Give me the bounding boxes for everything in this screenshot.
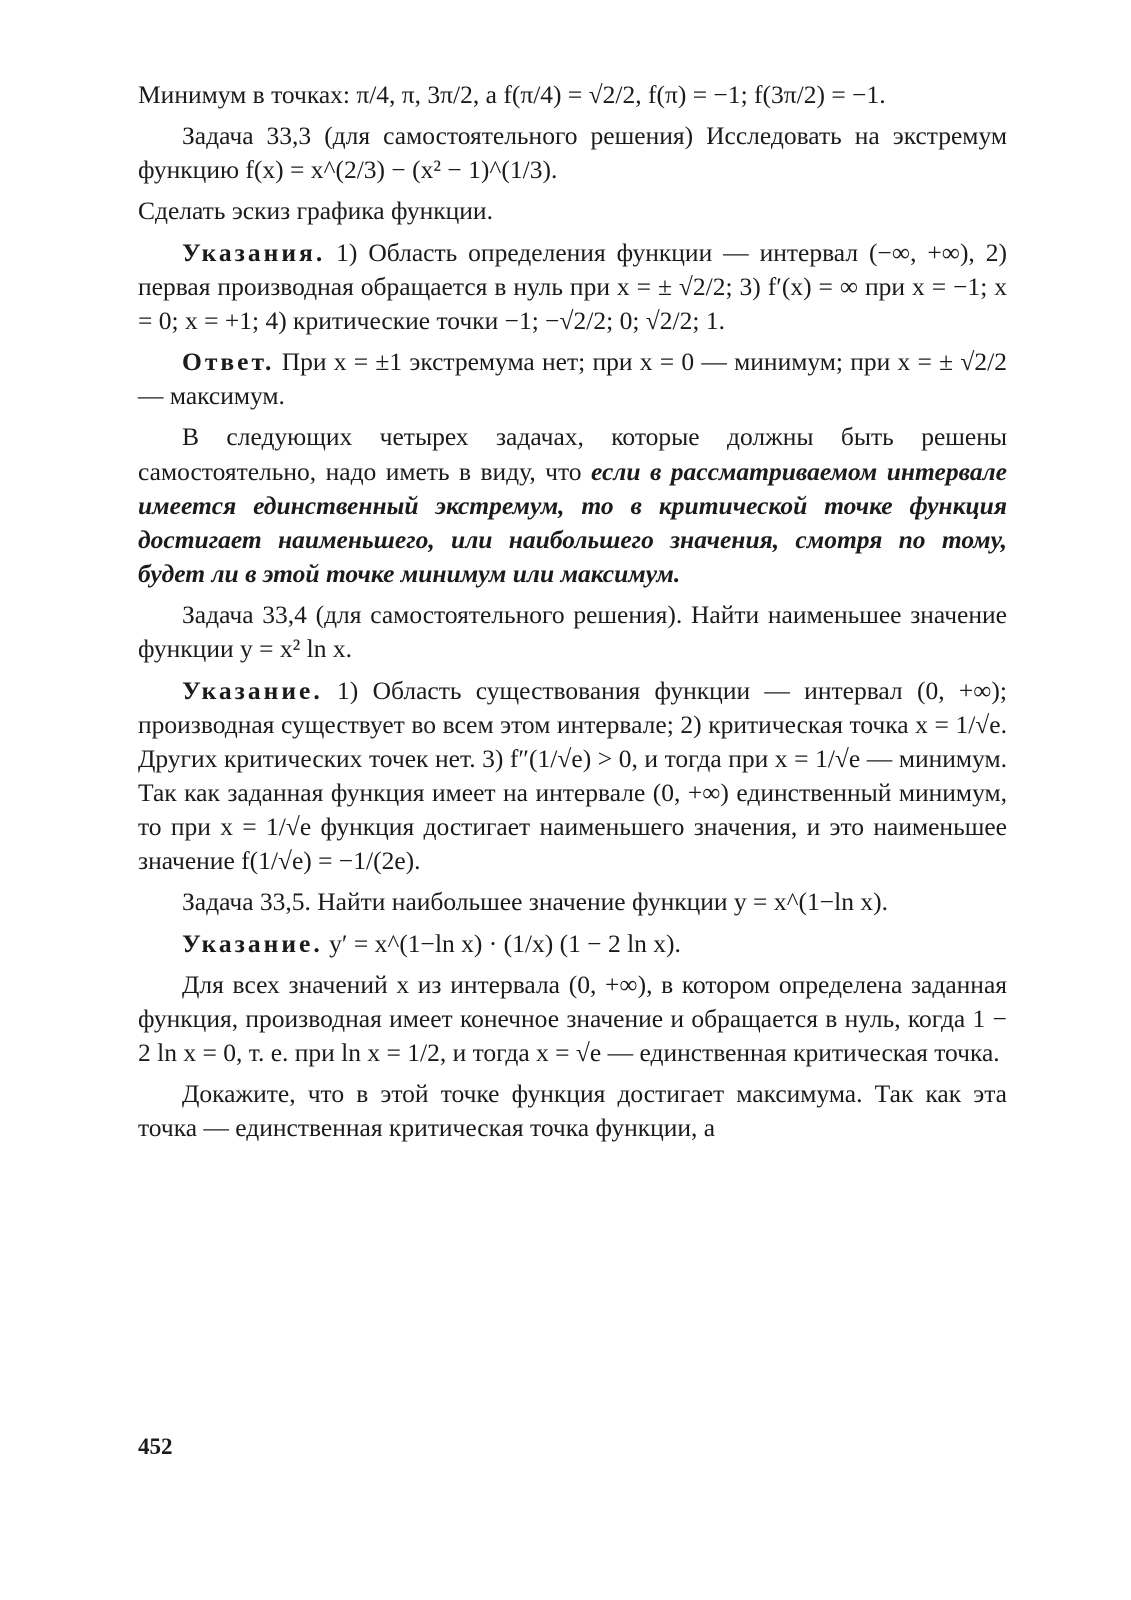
prove-paragraph: Докажите, что в этой точке функция достигает максимума. Так как эта точка — единственная критическая точка функции, а [138,1079,1007,1143]
hint-label-2: Указание. [182,928,323,958]
task-33-3-paragraph: Задача 33,3 (для самостоятельного решения) Исследовать на экстремум функцию f(x) = x^(2/3) − (x² − 1)^(1/3). [138,121,1007,185]
min-points-paragraph: Минимум в точках: π/4, π, 3π/2, а f(π/4) = √2/2, f(π) = −1; f(3π/2) = −1. [138,80,886,109]
answer-label: Ответ. [182,347,275,377]
hint-33-4-paragraph [138,674,1007,879]
hints-33-3-paragraph [138,236,1007,338]
task-33-5-paragraph: Задача 33,5. Найти наибольшее значение функции y = x^(1−ln x). [182,887,888,917]
answer-33-3-paragraph [138,345,1007,413]
hints-label: Указания. [182,237,326,267]
hint-33-5-text: y′ = x^(1−ln x) · (1/x) (1 − 2 ln x). [322,928,681,958]
page-number: 452 [138,1434,173,1459]
task-33-4-paragraph: Задача 33,4 (для самостоятельного решения). Найти наименьшее значение функции y = x² ln x. [138,600,1007,664]
next-tasks-intro: В следующих четырех задачах, которые должны быть решены самостоятельно, надо иметь в виду, что [138,422,1007,486]
next-tasks-paragraph [138,420,1007,591]
hints-33-3-text: 1) Область определения функции — интервал (−∞, +∞), 2) первая производная обращается в нуль при x = ± √2/2; 3) f′(x) = ∞ при x = −1; x = 0; x = +1; 4) критические точки −1; −√2/2; 0; √2/2; 1. [138,237,1007,335]
extremum-rule-emphasis: если в рассматриваемом интервале имеется единственный экстремум, то в критической точке функция достигает наименьшего, или наибольшего значения, смотря по тому, будет ли в этой точке минимум или максимум. [138,456,1007,589]
hint-33-4-text: 1) Область существования функции — интервал (0, +∞); производная существует во всем этом интервале; 2) критическая точка x = 1/√e. Других критических точек нет. 3) f″(1/√e) > 0, и тогда при x = 1/√e — минимум. Так как заданная функция имеет на интервале (0, +∞) единственный минимум, то при x = 1/√e функция достигает наименьшего значения, и это наименьшее значение f(1/√e) = −1/(2e). [138,675,1007,876]
hint-33-5-paragraph [138,927,1007,961]
sketch-instruction: Сделать эскиз графика функции. [138,196,493,226]
hint-label: Указание. [182,675,323,705]
all-values-paragraph: Для всех значений x из интервала (0, +∞), в котором определена заданная функция, производная имеет конечное значение и обращается в нуль, когда 1 − 2 ln x = 0, т. е. при ln x = 1/2, и тогда x = √e — единственная критическая точка. [138,969,1007,1068]
answer-33-3-text: При x = ±1 экстремума нет; при x = 0 — минимум; при x = ± √2/2 — максимум. [138,347,1007,411]
